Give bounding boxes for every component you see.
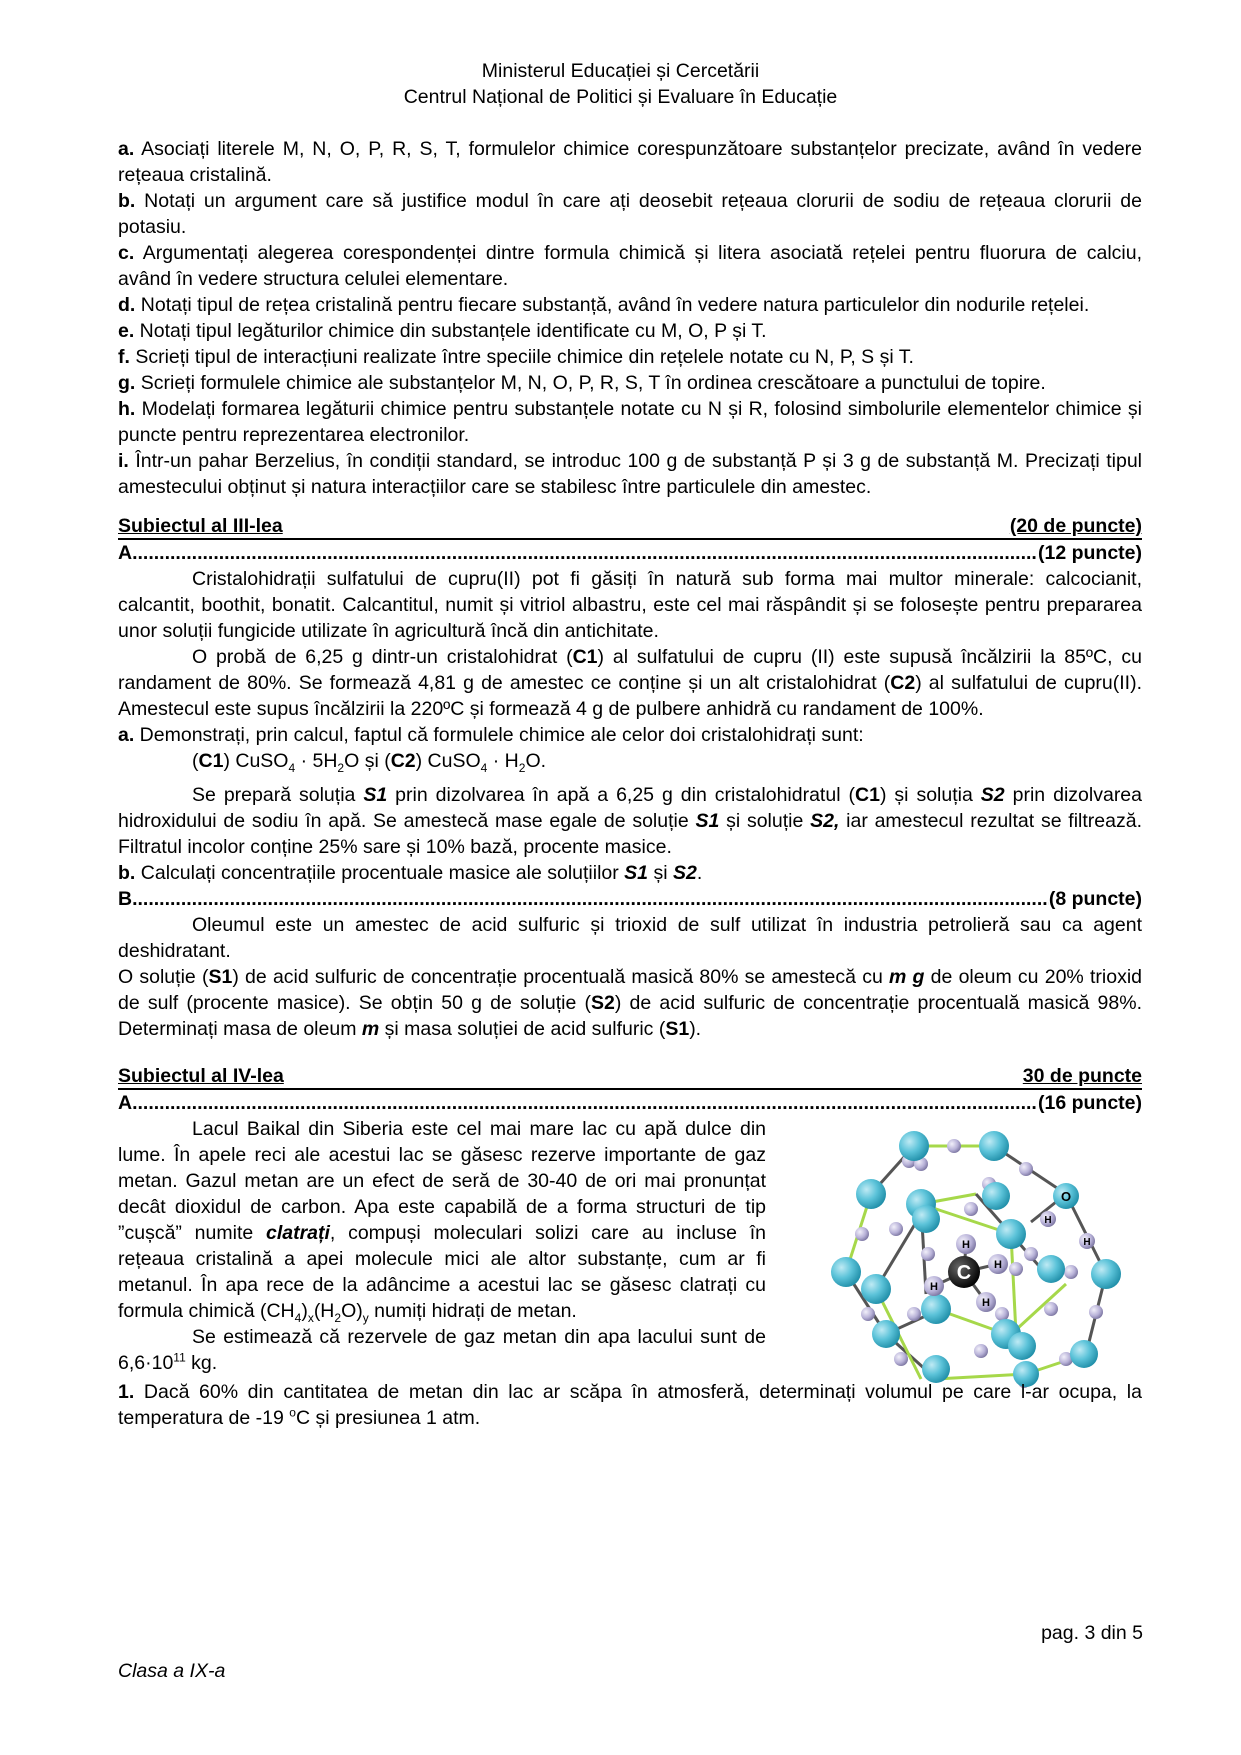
clathrate-cage-icon: [826, 1124, 1126, 1399]
text: și soluție: [719, 810, 811, 832]
s1-label: S1: [208, 966, 233, 988]
baikal-text: [118, 1116, 766, 1399]
ministry-name: Ministerul Educației și Cercetării: [481, 60, 760, 82]
subject4-body: [118, 1116, 1142, 1399]
page-content: [118, 136, 1142, 1431]
item-label: b.: [118, 862, 136, 884]
text: ) și soluția: [879, 784, 981, 806]
item-text: Dacă 60% din cantitatea de metan din lac ar scăpa în atmosferă, determinați volumul pe care l-ar ocupa, la temperatura de -19: [118, 1381, 1142, 1429]
subscript: 2: [337, 760, 345, 775]
subject2-items: [118, 136, 1142, 500]
s1-label: S1: [363, 784, 388, 806]
partB-points: (8 puncte): [1048, 888, 1142, 910]
item-text: Modelați formarea legăturii chimice pentru substanțele notate cu N și R, folosind simbolurile elementelor chimice și puncte pentru reprezentarea electronilor.: [118, 398, 1142, 446]
item-c: [118, 240, 1142, 292]
item-text: Argumentați alegerea corespondenței dintre formula chimică și litera asociată rețelei pentru fluorura de calciu, având în vedere structura celulei elementare.: [118, 242, 1142, 290]
dot-leader: [138, 540, 1038, 566]
item-text: Scrieți formulele chimice ale substanțelor M, N, O, P, R, S, T în ordinea crescătoare a punctului de topire.: [135, 372, 1046, 394]
text: O): [341, 1300, 363, 1322]
subject3-intro: Cristalohidrații sulfatului de cupru(II) pot fi găsiți în natură sub forma mai multor minerale: calcocianit, calcantit, boothit, bonatit. Calcantitul, numit și vitriol albastru, este cel mai răspândit și se folosește pentru prepararea unor soluții fungicide utilizate în agricultură încă din antichitate.: [118, 568, 1142, 642]
item-label: d.: [118, 294, 136, 316]
s1-label: S1: [665, 1018, 690, 1040]
item-label: i.: [118, 450, 129, 472]
s2-label: S2: [591, 992, 615, 1014]
svg-text:H: H: [930, 1281, 938, 1293]
formula-part: · 5H: [295, 750, 338, 772]
item-label: g.: [118, 372, 136, 394]
text: .: [696, 862, 703, 884]
text: O probă de 6,25 g dintr-un cristalohidrat (: [192, 646, 573, 668]
c1-label: C1: [855, 784, 880, 806]
item-text: Calculați concentrațiile procentuale masice ale soluțiilor: [135, 862, 625, 884]
center-name: Centrul Național de Politici și Evaluare în Educație: [403, 86, 838, 108]
item-label: b.: [118, 190, 136, 212]
text: Se prepară soluția: [192, 784, 364, 806]
methane-clathrate-figure: [826, 1124, 1126, 1399]
text: și: [648, 862, 673, 884]
subject3-title: Subiectul al III-lea: [118, 515, 283, 537]
text: prin dizolvarea în apă a 6,25 g din cristalohidratul (: [387, 784, 855, 806]
item-i: [118, 448, 1142, 500]
subject4-title: Subiectul al IV-lea: [118, 1065, 284, 1087]
item-text: Într-un pahar Berzelius, în condiții standard, se introduc 100 g de substanță P și 3 g de substanță M. Precizați tipul amestecului obținut și natura interacțiilor care se stabilesc între particulele din amestec.: [118, 450, 1142, 498]
partA-label: A.: [118, 542, 138, 564]
item-label: e.: [118, 320, 135, 342]
svg-text:H: H: [982, 1297, 990, 1309]
svg-text:H: H: [1083, 1237, 1091, 1248]
item-text: Asociați literele M, N, O, P, R, S, T, formulelor chimice corespunzătoare substanțelor precizate, având în vedere rețeaua cristalină.: [118, 138, 1142, 186]
subscript: 4: [480, 760, 488, 775]
c1-label: C1: [572, 646, 598, 668]
text: iar amestecul rezultat se filtrează. Filtratul incolor conține 25% sare și 10% bază, procente masice.: [118, 810, 1143, 858]
question-b: [118, 860, 1142, 886]
text: kg.: [185, 1352, 218, 1374]
formula-part: ) CuSO: [415, 750, 481, 772]
svg-text:O: O: [1060, 1189, 1072, 1204]
page-number: pag. 3 din 5: [1041, 1622, 1143, 1644]
text: , compuși moleculari solizi care au incluse în rețeaua cristalină a apei molecule mici ale altor substanțe, cum ar fi metanul. În apa rece de la adâncime a acestui lac se găsesc clatrați cu formula chimică (CH: [118, 1222, 766, 1322]
item-text: Scrieți tipul de interacțiuni realizate între speciile chimice din rețelele notate cu N, P, S și T.: [129, 346, 914, 368]
formula-part: · H: [487, 750, 519, 772]
item-e: [118, 318, 1142, 344]
mass-variable: m g: [889, 966, 925, 988]
text: ).: [689, 1018, 702, 1040]
item-f: [118, 344, 1142, 370]
item-b: [118, 188, 1142, 240]
subscript: y: [362, 1310, 369, 1325]
document-header: [0, 58, 1241, 110]
item-h: [118, 396, 1142, 448]
text: și masa soluției de acid sulfuric (: [379, 1018, 666, 1040]
s1-label: S1: [624, 862, 649, 884]
dot-leader: [138, 1090, 1038, 1116]
solutions-paragraph: [118, 782, 1142, 860]
item-label: f.: [118, 346, 130, 368]
partA-points: (12 puncte): [1037, 542, 1142, 564]
dot-leader: [138, 886, 1049, 912]
text: de oleum cu 20% trioxid de sulf (procente masice). Se obțin 50 g de soluție (: [118, 966, 1142, 1014]
formula-part: O și (: [344, 750, 391, 772]
partB-label: B.: [118, 888, 138, 910]
subject4-partA-heading: [118, 1090, 1142, 1116]
item-text: Notați tipul de rețea cristalină pentru fiecare substanță, având în vedere natura particulelor din nodurile rețelei.: [135, 294, 1090, 316]
s2-label: S2: [980, 784, 1005, 806]
text: ) de acid sulfuric de concentrație procentuală masică 98%. Determinați masa de oleum: [118, 992, 1142, 1040]
item-text: Notați tipul legăturilor chimice din substanțele identificate cu M, O, P și T.: [134, 320, 767, 342]
subject3-problem: [118, 644, 1142, 722]
partA-label: A.: [118, 1092, 138, 1114]
question-1: [118, 1379, 1142, 1431]
item-a: [118, 136, 1142, 188]
subscript: 4: [294, 1310, 302, 1325]
superscript: 11: [173, 1350, 186, 1365]
c2-label: C2: [890, 672, 916, 694]
partA-points: (16 puncte): [1037, 1092, 1142, 1114]
item-text: C și presiunea 1 atm.: [295, 1407, 481, 1429]
text: Lacul Baikal din Siberia este cel mai mare lac cu apă dulce din lume. În apele reci ale acestui lac se găsesc rezerve importante de gaz metan. Gazul metan are un efect de seră de 30-40 de ori mai pronunțat decât dioxidul de carbon. Apa este capabilă de a forma structuri de tip ”cușcă” numite: [118, 1118, 766, 1244]
s2-label: S2: [672, 862, 697, 884]
subject3-heading: [118, 514, 1142, 540]
formula-part: CuSO: [235, 750, 289, 772]
text: prin dizolvarea hidroxidului de sodiu în apă. Se amestecă mase egale de soluție: [118, 784, 1142, 832]
s2-label: S2,: [810, 810, 840, 832]
item-g: [118, 370, 1142, 396]
subscript: 2: [518, 760, 526, 775]
svg-text:C: C: [956, 1262, 972, 1284]
subscript: 2: [334, 1310, 342, 1325]
svg-text:H: H: [962, 1239, 970, 1251]
oleum-intro: Oleumul este un amestec de acid sulfuric și trioxid de sulf utilizat în industria petrolieră sau ca agent deshidratant.: [118, 914, 1142, 962]
superscript: o: [289, 1405, 296, 1420]
clathrate-term: clatrați: [265, 1222, 330, 1244]
item-label: c.: [118, 242, 135, 264]
subscript: 4: [288, 760, 296, 775]
question-a: [118, 722, 1142, 748]
item-d: [118, 292, 1142, 318]
baikal-paragraph: [118, 1116, 766, 1324]
formula-part: O.: [525, 750, 547, 772]
oleum-problem: [118, 964, 1142, 1042]
item-label: a.: [118, 138, 135, 160]
subject3-partB-heading: [118, 886, 1142, 912]
s1-label: S1: [695, 810, 720, 832]
subject4-heading: [118, 1064, 1142, 1090]
reserves-paragraph: [118, 1324, 766, 1376]
subscript: x: [307, 1310, 314, 1325]
subject3-partA-heading: [118, 540, 1142, 566]
item-label: h.: [118, 398, 136, 420]
text: numiți hidrați de metan.: [368, 1300, 577, 1322]
svg-text:H: H: [1044, 1215, 1052, 1226]
mass-variable: m: [361, 1018, 380, 1040]
subject3-points: (20 de puncte): [1009, 515, 1142, 537]
c2-label: C2: [390, 750, 416, 772]
svg-text:H: H: [994, 1259, 1002, 1271]
item-label: a.: [118, 724, 135, 746]
text: ) de acid sulfuric de concentrație procentuală masică 80% se amestecă cu: [232, 966, 889, 988]
c1-label: C1: [198, 750, 224, 772]
text: Se estimează că rezervele de gaz metan din apa lacului sunt de 6,6·10: [118, 1326, 766, 1374]
class-label: Clasa a IX-a: [118, 1660, 226, 1682]
text: (H: [313, 1300, 335, 1322]
hydrate-formulas: (C1) CuSO$_4$ · $5H_2O$ și (C2) CuSO$_4$ · $H_2O$.: [192, 750, 547, 775]
item-label: 1.: [118, 1381, 135, 1403]
text: ): [301, 1300, 308, 1322]
item-text: Demonstrați, prin calcul, faptul că formulele chimice ale celor doi cristalohidrați sunt:: [134, 724, 864, 746]
item-text: Notați un argument care să justifice modul în care ați deosebit rețeaua clorurii de sodiu de rețeaua clorurii de potasiu.: [118, 190, 1142, 238]
text: ) al sulfatului de cupru (II) este supusă încălzirii la 85ºC, cu randament de 80%. Se formează 4,81 g de amestec ce conține și un alt cristalohidrat (: [118, 646, 1142, 694]
text: O soluție (: [118, 966, 209, 988]
text: ) al sulfatului de cupru(II). Amestecul este supus încălzirii la 220ºC și formează 4 g de pulbere anhidră cu randament de 100%.: [118, 672, 1142, 720]
subject4-points: 30 de puncte: [1022, 1065, 1142, 1087]
